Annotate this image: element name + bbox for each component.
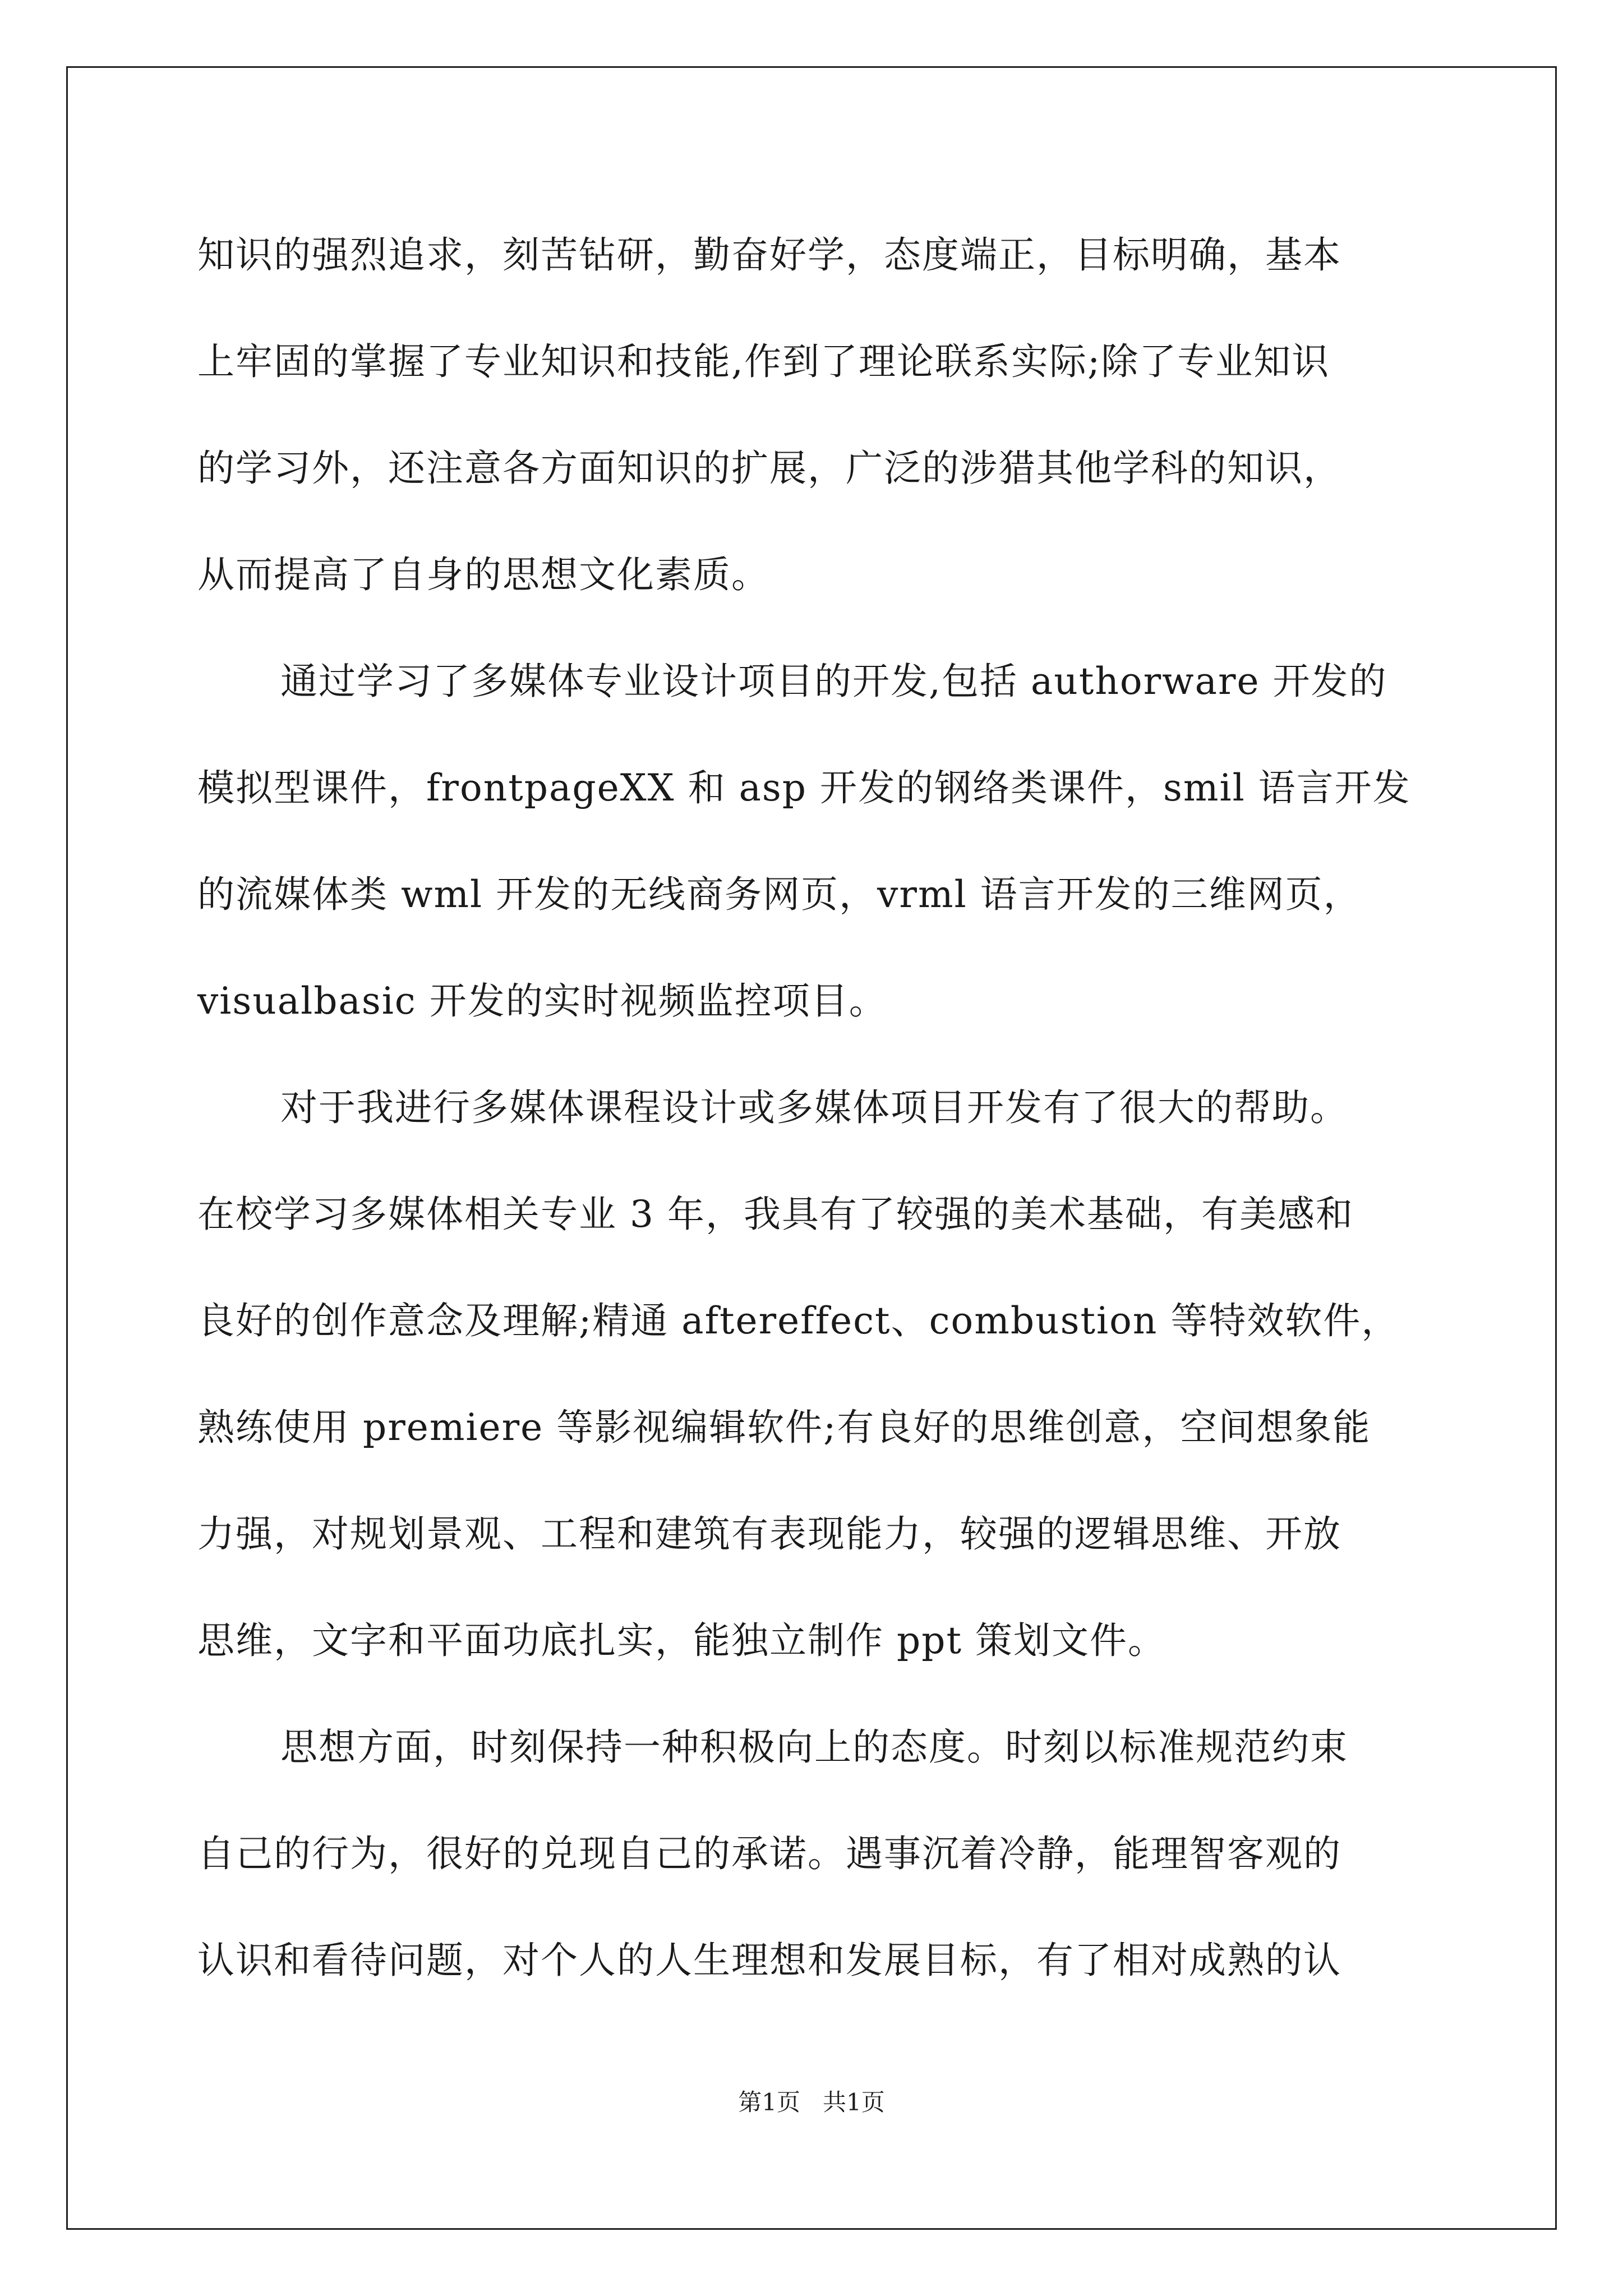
text-line: 在校学习多媒体相关专业 3 年，我具有了较强的美术基础，有美感和 bbox=[197, 1193, 1354, 1236]
paragraph-first-line: 对于我进行多媒体课程设计或多媒体项目开发有了很大的帮助。 bbox=[280, 1086, 1348, 1129]
page-footer: 第1页 共1页 bbox=[738, 2088, 885, 2116]
text-line: 上牢固的掌握了专业知识和技能,作到了理论联系实际;除了专业知识 bbox=[197, 340, 1330, 383]
text-line: 的学习外，还注意各方面知识的扩展，广泛的涉猎其他学科的知识， bbox=[197, 447, 1341, 490]
text-line: 良好的创作意念及理解;精通 aftereffect、combustion 等特效软件， bbox=[197, 1299, 1400, 1342]
text-line: 自己的行为，很好的兑现自己的承诺。遇事沉着冷静，能理智客观的 bbox=[197, 1832, 1341, 1875]
text-line: 力强，对规划景观、工程和建筑有表现能力，较强的逻辑思维、开放 bbox=[197, 1512, 1341, 1556]
text-line: 模拟型课件，frontpageXX 和 asp 开发的钢络类课件，smil 语言开发 bbox=[197, 766, 1411, 809]
paragraph-first-line: 通过学习了多媒体专业设计项目的开发,包括 authorware 开发的 bbox=[280, 660, 1387, 703]
document-body bbox=[197, 202, 1431, 2014]
paragraph-first-line: 思想方面，时刻保持一种积极向上的态度。时刻以标准规范约束 bbox=[280, 1726, 1348, 1769]
text-line: 从而提高了自身的思想文化素质。 bbox=[197, 553, 769, 596]
text-line: 思维，文字和平面功底扎实，能独立制作 ppt 策划文件。 bbox=[197, 1619, 1166, 1662]
text-line: 知识的强烈追求，刻苦钻研，勤奋好学，态度端正，目标明确，基本 bbox=[197, 233, 1341, 277]
text-line: 的流媒体类 wml 开发的无线商务网页，vrml 语言开发的三维网页， bbox=[197, 873, 1362, 916]
text-line: 熟练使用 premiere 等影视编辑软件;有良好的思维创意，空间想象能 bbox=[197, 1406, 1371, 1449]
text-line: visualbasic 开发的实时视频监控项目。 bbox=[197, 979, 887, 1023]
text-line: 认识和看待问题，对个人的人生理想和发展目标，有了相对成熟的认 bbox=[197, 1939, 1341, 1982]
